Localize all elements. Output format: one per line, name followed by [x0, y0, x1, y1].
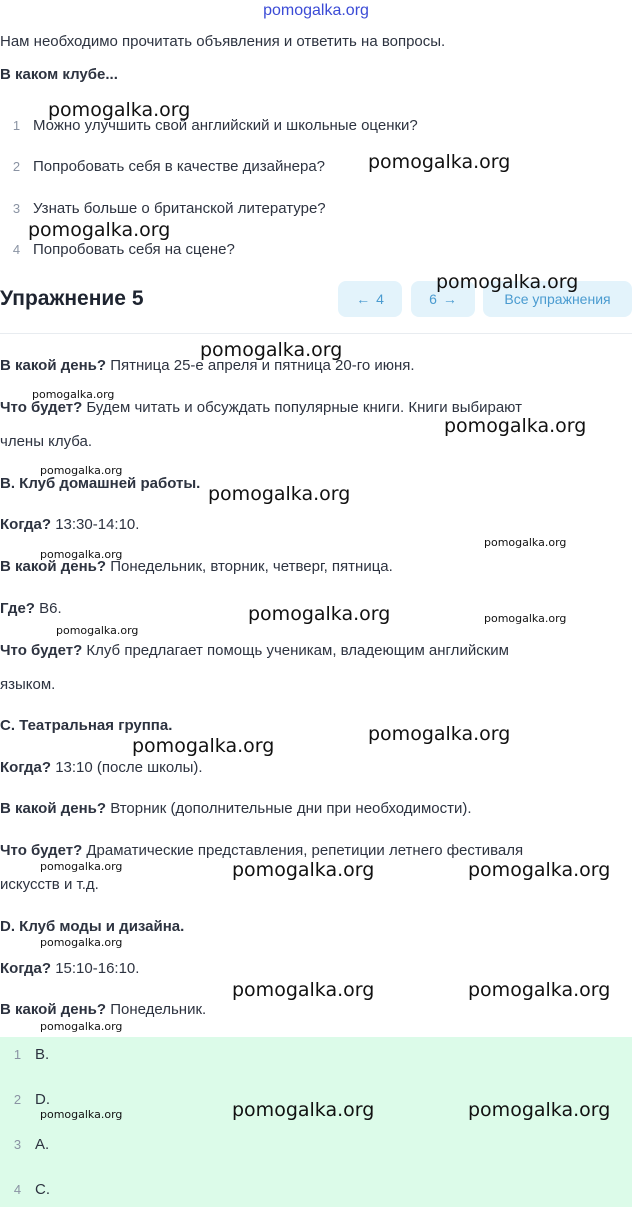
question-number: 4 — [12, 242, 21, 257]
text-line — [0, 960, 139, 977]
question-text: Попробовать себя в качестве дизайнера? — [33, 158, 326, 175]
label: В какой день? — [0, 1001, 107, 1018]
value: Пятница 25-е апреля и пятница 20-го июня. — [106, 357, 415, 374]
text-line — [0, 842, 523, 859]
watermark: pomogalka.org — [368, 723, 511, 745]
section-heading: B. Клуб домашней работы. — [0, 475, 201, 492]
watermark: pomogalka.org — [484, 612, 567, 625]
label: Где? — [0, 600, 35, 617]
watermark: pomogalka.org — [208, 483, 351, 505]
watermark: pomogalka.org — [132, 735, 275, 757]
text-line — [0, 433, 92, 450]
value: члены клуба. — [0, 433, 93, 450]
label: Когда? — [0, 960, 52, 977]
answer-item — [0, 1046, 49, 1063]
text-line — [0, 876, 99, 893]
subheading: В каком клубе... — [0, 66, 118, 83]
question-item — [0, 158, 325, 175]
watermark: pomogalka.org — [40, 1020, 123, 1033]
question-number: 1 — [12, 118, 21, 133]
text-line — [0, 717, 172, 734]
answer-number: 4 — [13, 1182, 22, 1197]
watermark: pomogalka.org — [28, 219, 171, 241]
next-exercise-label: 6 — [429, 291, 437, 307]
label: В какой день? — [0, 558, 107, 575]
text-line — [0, 1001, 206, 1018]
top-watermark: pomogalka.org — [263, 2, 369, 19]
question-item — [0, 241, 235, 258]
label: Что будет? — [0, 399, 83, 416]
text-line — [0, 475, 200, 492]
answer-text: D. — [35, 1091, 50, 1108]
question-text: Можно улучшить свой английский и школьные оценки? — [33, 117, 418, 134]
watermark: pomogalka.org — [468, 859, 611, 881]
intro-text: Нам необходимо прочитать объявления и ответить на вопросы. — [0, 33, 446, 50]
watermark: pomogalka.org — [248, 603, 391, 625]
section-heading: C. Театральная группа. — [0, 717, 173, 734]
text-line — [0, 600, 62, 617]
label: Когда? — [0, 759, 52, 776]
value: искусств и т.д. — [0, 876, 99, 893]
label: Когда? — [0, 516, 52, 533]
answer-number: 1 — [13, 1047, 22, 1062]
answer-item — [0, 1181, 50, 1198]
value: B6. — [34, 600, 62, 617]
watermark: pomogalka.org — [468, 1099, 611, 1121]
answers-panel — [0, 1037, 632, 1207]
watermark: pomogalka.org — [32, 388, 115, 401]
text-line — [0, 642, 509, 659]
arrow-right-icon: → — [442, 291, 457, 307]
question-text: Узнать больше о британской литературе? — [33, 200, 326, 217]
value: Клуб предлагает помощь ученикам, владеющим английским — [82, 642, 509, 659]
watermark: pomogalka.org — [436, 271, 579, 293]
watermark: pomogalka.org — [484, 536, 567, 549]
watermark: pomogalka.org — [40, 1108, 123, 1121]
watermark: pomogalka.org — [40, 548, 123, 561]
text-line — [0, 918, 184, 935]
all-exercises-label: Все упражнения — [504, 291, 611, 307]
question-number: 2 — [12, 159, 21, 174]
answer-item — [0, 1091, 50, 1108]
label: В какой день? — [0, 357, 107, 374]
arrow-left-icon: ← — [356, 291, 371, 307]
question-number: 3 — [12, 201, 21, 216]
value: Понедельник, вторник, четверг, пятница. — [106, 558, 393, 575]
section-heading: D. Клуб моды и дизайна. — [0, 918, 185, 935]
answer-text: B. — [35, 1046, 50, 1063]
label: Что будет? — [0, 642, 83, 659]
watermark: pomogalka.org — [48, 99, 191, 121]
value: Драматические представления, репетиции летнего фестиваля — [82, 842, 524, 859]
watermark: pomogalka.org — [368, 151, 511, 173]
value: Вторник (дополнительные дни при необходимости). — [106, 800, 472, 817]
answer-number: 2 — [13, 1092, 22, 1107]
answer-text: A. — [35, 1136, 50, 1153]
text-line — [0, 676, 55, 693]
answer-text: C. — [35, 1181, 50, 1198]
value: Будем читать и обсуждать популярные книги. Книги выбирают — [82, 399, 522, 416]
value: 13:10 (после школы). — [51, 759, 203, 776]
watermark: pomogalka.org — [56, 624, 139, 637]
watermark: pomogalka.org — [40, 464, 123, 477]
watermark: pomogalka.org — [232, 859, 375, 881]
answer-number: 3 — [13, 1137, 22, 1152]
text-line — [0, 516, 139, 533]
watermark: pomogalka.org — [444, 415, 587, 437]
divider — [0, 333, 632, 334]
watermark: pomogalka.org — [40, 860, 123, 873]
text-line — [0, 800, 472, 817]
watermark: pomogalka.org — [40, 936, 123, 949]
watermark: pomogalka.org — [468, 979, 611, 1001]
question-item — [0, 200, 326, 217]
value: 13:30-14:10. — [51, 516, 140, 533]
answer-item — [0, 1136, 49, 1153]
text-line — [0, 399, 522, 416]
value: 15:10-16:10. — [51, 960, 140, 977]
value: Понедельник. — [106, 1001, 207, 1018]
prev-exercise-label: 4 — [376, 291, 384, 307]
value: языком. — [0, 676, 56, 693]
label: Что будет? — [0, 842, 83, 859]
watermark: pomogalka.org — [232, 979, 375, 1001]
text-line — [0, 759, 203, 776]
label: В какой день? — [0, 800, 107, 817]
question-text: Попробовать себя на сцене? — [33, 241, 235, 258]
prev-exercise-button[interactable] — [338, 281, 402, 317]
watermark: pomogalka.org — [200, 339, 343, 361]
watermark: pomogalka.org — [232, 1099, 375, 1121]
exercise-title: Упражнение 5 — [0, 287, 144, 310]
